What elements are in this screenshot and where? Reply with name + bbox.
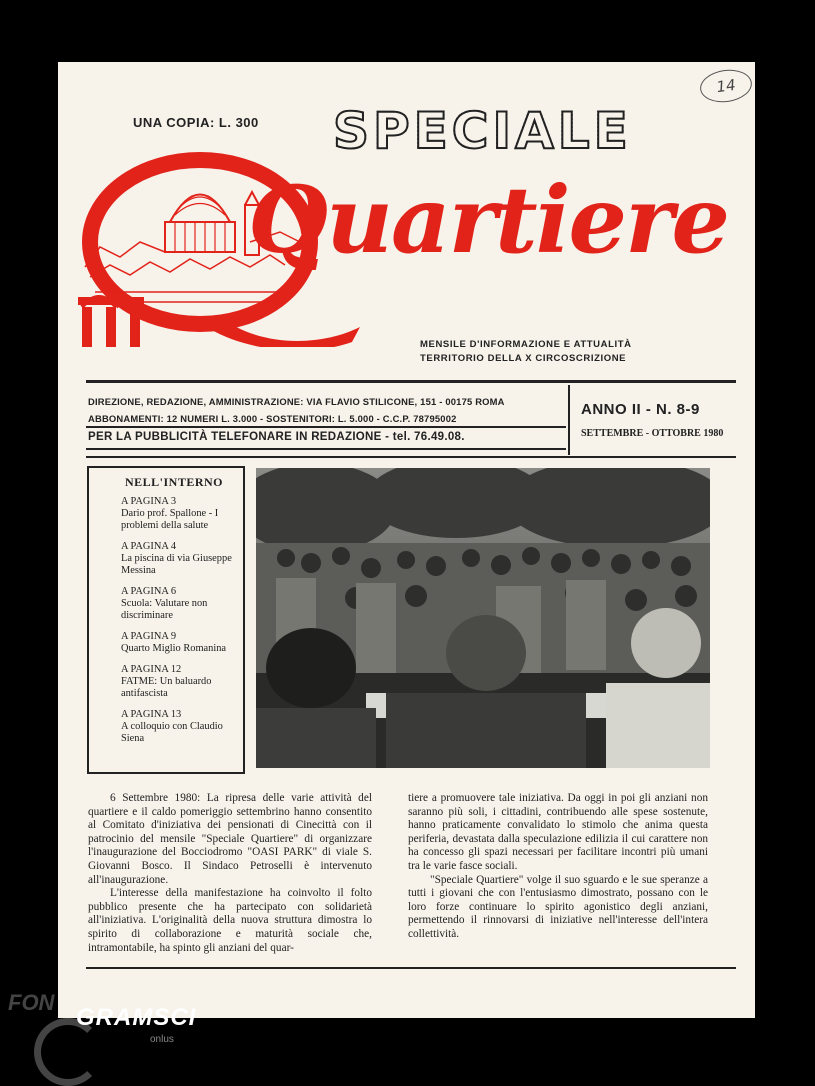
article-column-1 [88,792,372,955]
archive-watermark [8,990,197,1045]
contents-item [121,586,235,622]
newspaper-page [58,62,755,1018]
contents-page: A PAGINA 9 [121,631,177,642]
contents-page: A PAGINA 4 [121,541,177,552]
article-paragraph: L'interesse della manifestazione ha coinvolto il folto pubblico presente che ha partecipato con solidarietà all'iniziativa. L'originalità della nuova struttura dimostra lo spirito di collaborazione e maturità sociale che, intramontabile, ha spinto gli anziani del quar- [88,887,372,954]
contents-text: Dario prof. Spallone - I problemi della salute [121,508,219,531]
contents-box [87,466,245,774]
contents-page: A PAGINA 6 [121,586,177,597]
tagline-line-1: MENSILE D'INFORMAZIONE E ATTUALITÀ [420,339,632,350]
contents-item [121,664,235,700]
contents-page: A PAGINA 13 [121,709,182,720]
masthead-bottom-rule [86,456,736,458]
contents-text: A colloquio con Claudio Siena [121,721,223,744]
title-speciale: SPECIALE [333,102,632,160]
title-quartiere: Quartiere [248,166,729,274]
masthead-divider [568,385,570,455]
crowd-photo [256,468,710,768]
watermark-word-2: GRAMSCI [76,1004,197,1031]
tagline [420,338,632,366]
contents-text: FATME: Un baluardo antifascista [121,676,212,699]
contents-text: Quarto Miglio Romanina [121,643,227,654]
masthead-subscriptions: ABBONAMENTI: 12 NUMERI L. 3.000 - SOSTENITORI: L. 5.000 - C.C.P. 78795002 [88,413,457,424]
issue-number: ANNO II - N. 8-9 [581,401,700,418]
watermark-suffix: onlus [150,1034,174,1045]
issue-date: SETTEMBRE - OTTOBRE 1980 [581,428,724,439]
article-paragraph: tiere a promuovere tale iniziativa. Da oggi in poi gli anziani non saranno più soli, i cittadini, contribuendo alle spese sostenute, hanno praticamente convalidato lo stimolo che anima questa periferia, devastata dalla speculazione edilizia il cui carattere non ha concesso gli spazi necessari per facilitare incontri più umani tra le varie fasce sociali. [408,792,708,872]
contents-text: La piscina di via Giuseppe Messina [121,553,232,576]
contents-text: Scuola: Valutare non discriminare [121,598,208,621]
contents-item [121,709,235,745]
tagline-line-2: TERRITORIO DELLA X CIRCOSCRIZIONE [420,353,627,364]
aqueduct-icon [78,297,144,347]
article-paragraph: 6 Settembre 1980: La ripresa delle varie attività del quartiere e il caldo pomeriggio settembrino hanno consentito al Comitato d'iniziativa dei pensionati di Cinecittà con il patrocinio del mensile "Speciale Quartiere" di organizzare l'inaugurazione del Bocciodromo "OASI PARK" di viale S. Giovanni Bosco. Il Sindaco Petroselli è intervenuto all'inaugurazione. [88,792,372,886]
contents-item [121,631,235,655]
contents-item [121,541,235,577]
watermark-word-1: FON [8,990,55,1015]
masthead-address: DIREZIONE, REDAZIONE, AMMINISTRAZIONE: VIA FLAVIO STILICONE, 151 - 00175 ROMA [88,396,505,407]
article-paragraph: "Speciale Quartiere" volge il suo sguardo e le sue speranze a tutti i giovani che con l'entusiasmo dimostrato, possano con le loro forze continuare lo spirito agonistico degli anziani, permettendo il rinnovarsi di iniziative nell'interesse dell'intera collettività. [408,873,708,940]
contents-title: NELL'INTERNO [124,475,224,489]
footer-rule [86,967,736,969]
contents-page: A PAGINA 12 [121,664,182,675]
masthead-advertising: PER LA PUBBLICITÀ TELEFONARE IN REDAZIONE - tel. 76.49.08. [88,431,465,443]
contents-page: A PAGINA 3 [121,496,177,507]
masthead-inner-rule [86,426,566,428]
dome-icon [170,195,230,223]
masthead-top-rule [86,380,736,383]
price-label: UNA COPIA: L. 300 [133,115,259,130]
article-column-2 [408,792,708,942]
contents-item [121,496,235,532]
masthead-underline [86,448,566,450]
page-number-mark: 14 [698,67,754,106]
